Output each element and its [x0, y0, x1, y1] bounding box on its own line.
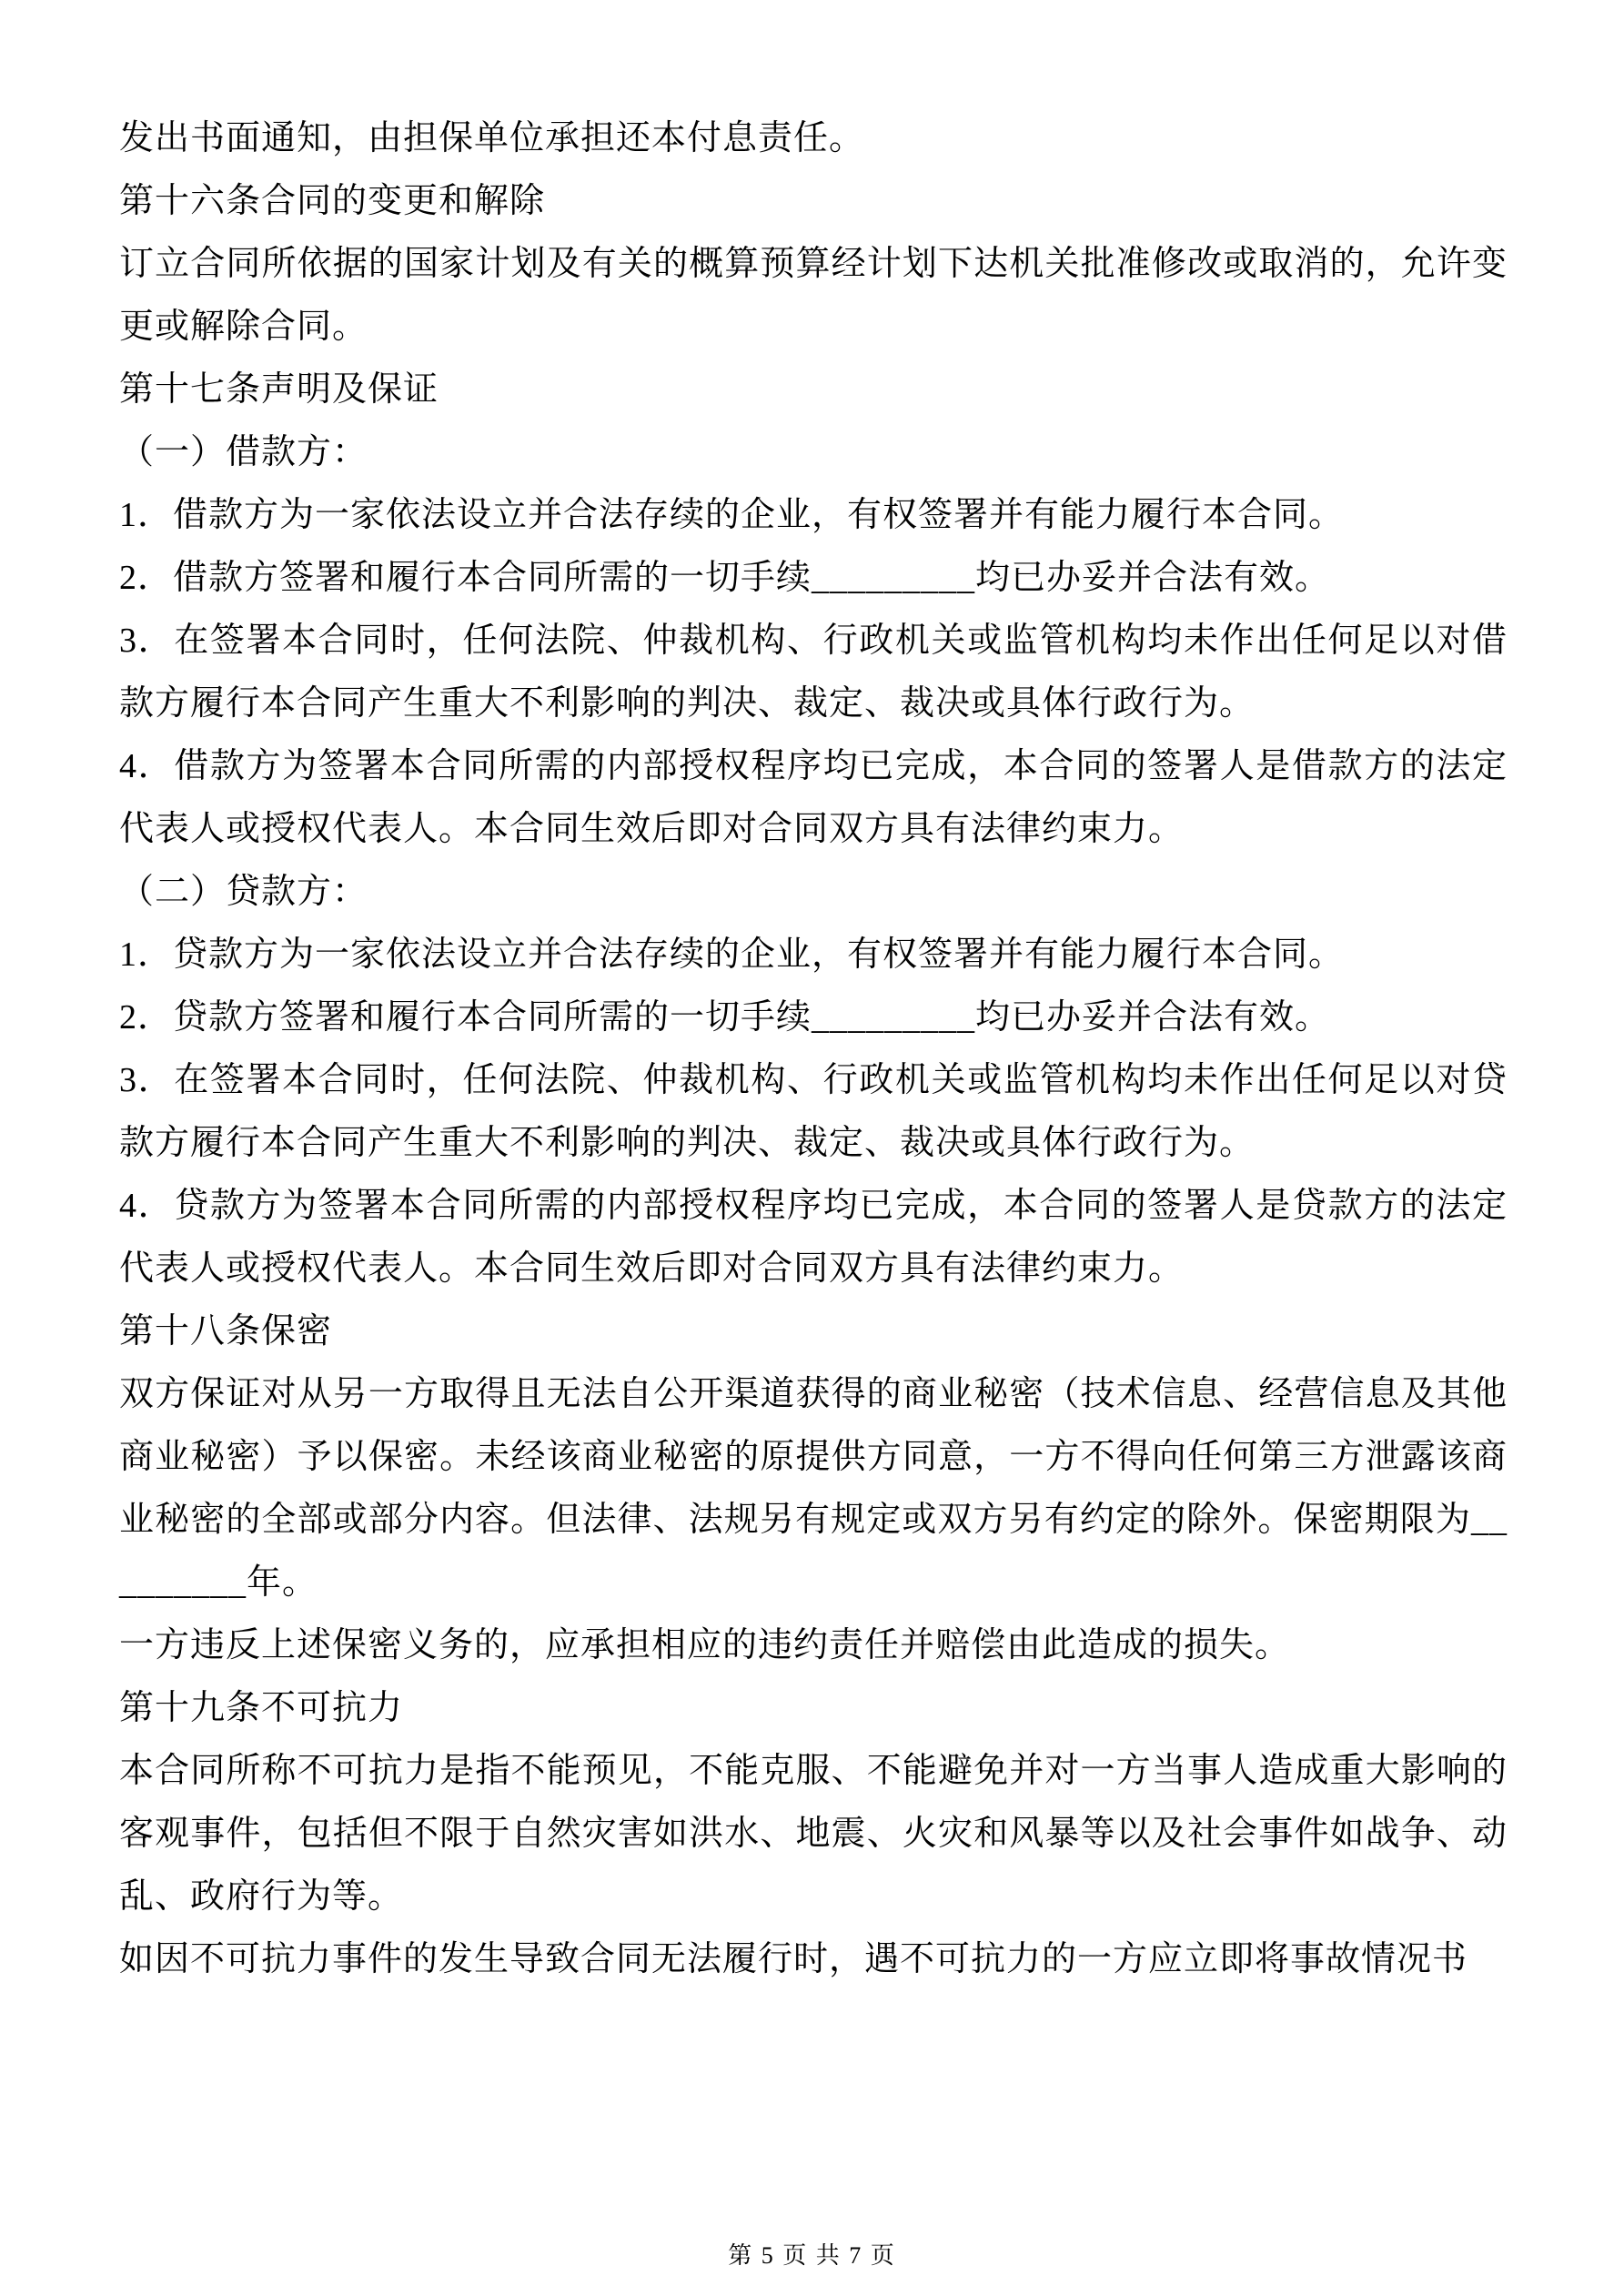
- list-item: 1．借款方为一家依法设立并合法存续的企业，有权签署并有能力履行本合同。: [119, 496, 1345, 534]
- subsection-heading: （二）贷款方：: [119, 873, 368, 911]
- page-number: 第 5 页 共 7 页: [728, 2242, 896, 2269]
- list-item: 3．在签署本合同时，任何法院、仲裁机构、行政机关或监管机构均未作出任何足以对贷款方履行本合同产生重大不利影响的判决、裁定、裁决或具体行政行为。: [119, 1061, 1508, 1162]
- section-heading-18: 第十八条保密: [119, 1312, 333, 1350]
- list-item: 2．贷款方签署和履行本合同所需的一切手续_________均已办妥并合法有效。: [119, 998, 1331, 1037]
- section-heading-16: 第十六条合同的变更和解除: [119, 182, 546, 220]
- document-body: [119, 107, 1508, 1991]
- section-heading-17: 第十七条声明及保证: [119, 370, 439, 409]
- section-heading-19: 第十九条不可抗力: [119, 1689, 404, 1727]
- paragraph: 本合同所称不可抗力是指不能预见，不能克服、不能避免并对一方当事人造成重大影响的客观事件，包括但不限于自然灾害如洪水、地震、火灾和风暴等以及社会事件如战争、动乱、政府行为等。: [119, 1752, 1508, 1916]
- list-item: 3．在签署本合同时，任何法院、仲裁机构、行政机关或监管机构均未作出任何足以对借款方履行本合同产生重大不利影响的判决、裁定、裁决或具体行政行为。: [119, 622, 1508, 723]
- paragraph: 双方保证对从另一方取得且无法自公开渠道获得的商业秘密（技术信息、经营信息及其他商业秘密）予以保密。未经该商业秘密的原提供方同意，一方不得向任何第三方泄露该商业秘密的全部或部分内容。但法律、法规另有规定或双方另有约定的除外。保密期限为_________年。: [119, 1375, 1508, 1602]
- list-item: 4．贷款方为签署本合同所需的内部授权程序均已完成，本合同的签署人是贷款方的法定代表人或授权代表人。本合同生效后即对合同双方具有法律约束力。: [119, 1187, 1508, 1288]
- list-item: 2．借款方签署和履行本合同所需的一切手续_________均已办妥并合法有效。: [119, 559, 1331, 597]
- paragraph: 如因不可抗力事件的发生导致合同无法履行时，遇不可抗力的一方应立即将事故情况书: [119, 1940, 1468, 1978]
- paragraph: 订立合同所依据的国家计划及有关的概算预算经计划下达机关批准修改或取消的，允许变更或解除合同。: [119, 245, 1508, 346]
- list-item: 4．借款方为签署本合同所需的内部授权程序均已完成，本合同的签署人是借款方的法定代表人或授权代表人。本合同生效后即对合同双方具有法律约束力。: [119, 747, 1508, 848]
- list-item: 1．贷款方为一家依法设立并合法存续的企业，有权签署并有能力履行本合同。: [119, 936, 1345, 974]
- subsection-heading: （一）借款方：: [119, 433, 368, 471]
- paragraph: 发出书面通知，由担保单位承担还本付息责任。: [119, 119, 865, 157]
- paragraph: 一方违反上述保密义务的，应承担相应的违约责任并赔偿由此造成的损失。: [119, 1626, 1291, 1664]
